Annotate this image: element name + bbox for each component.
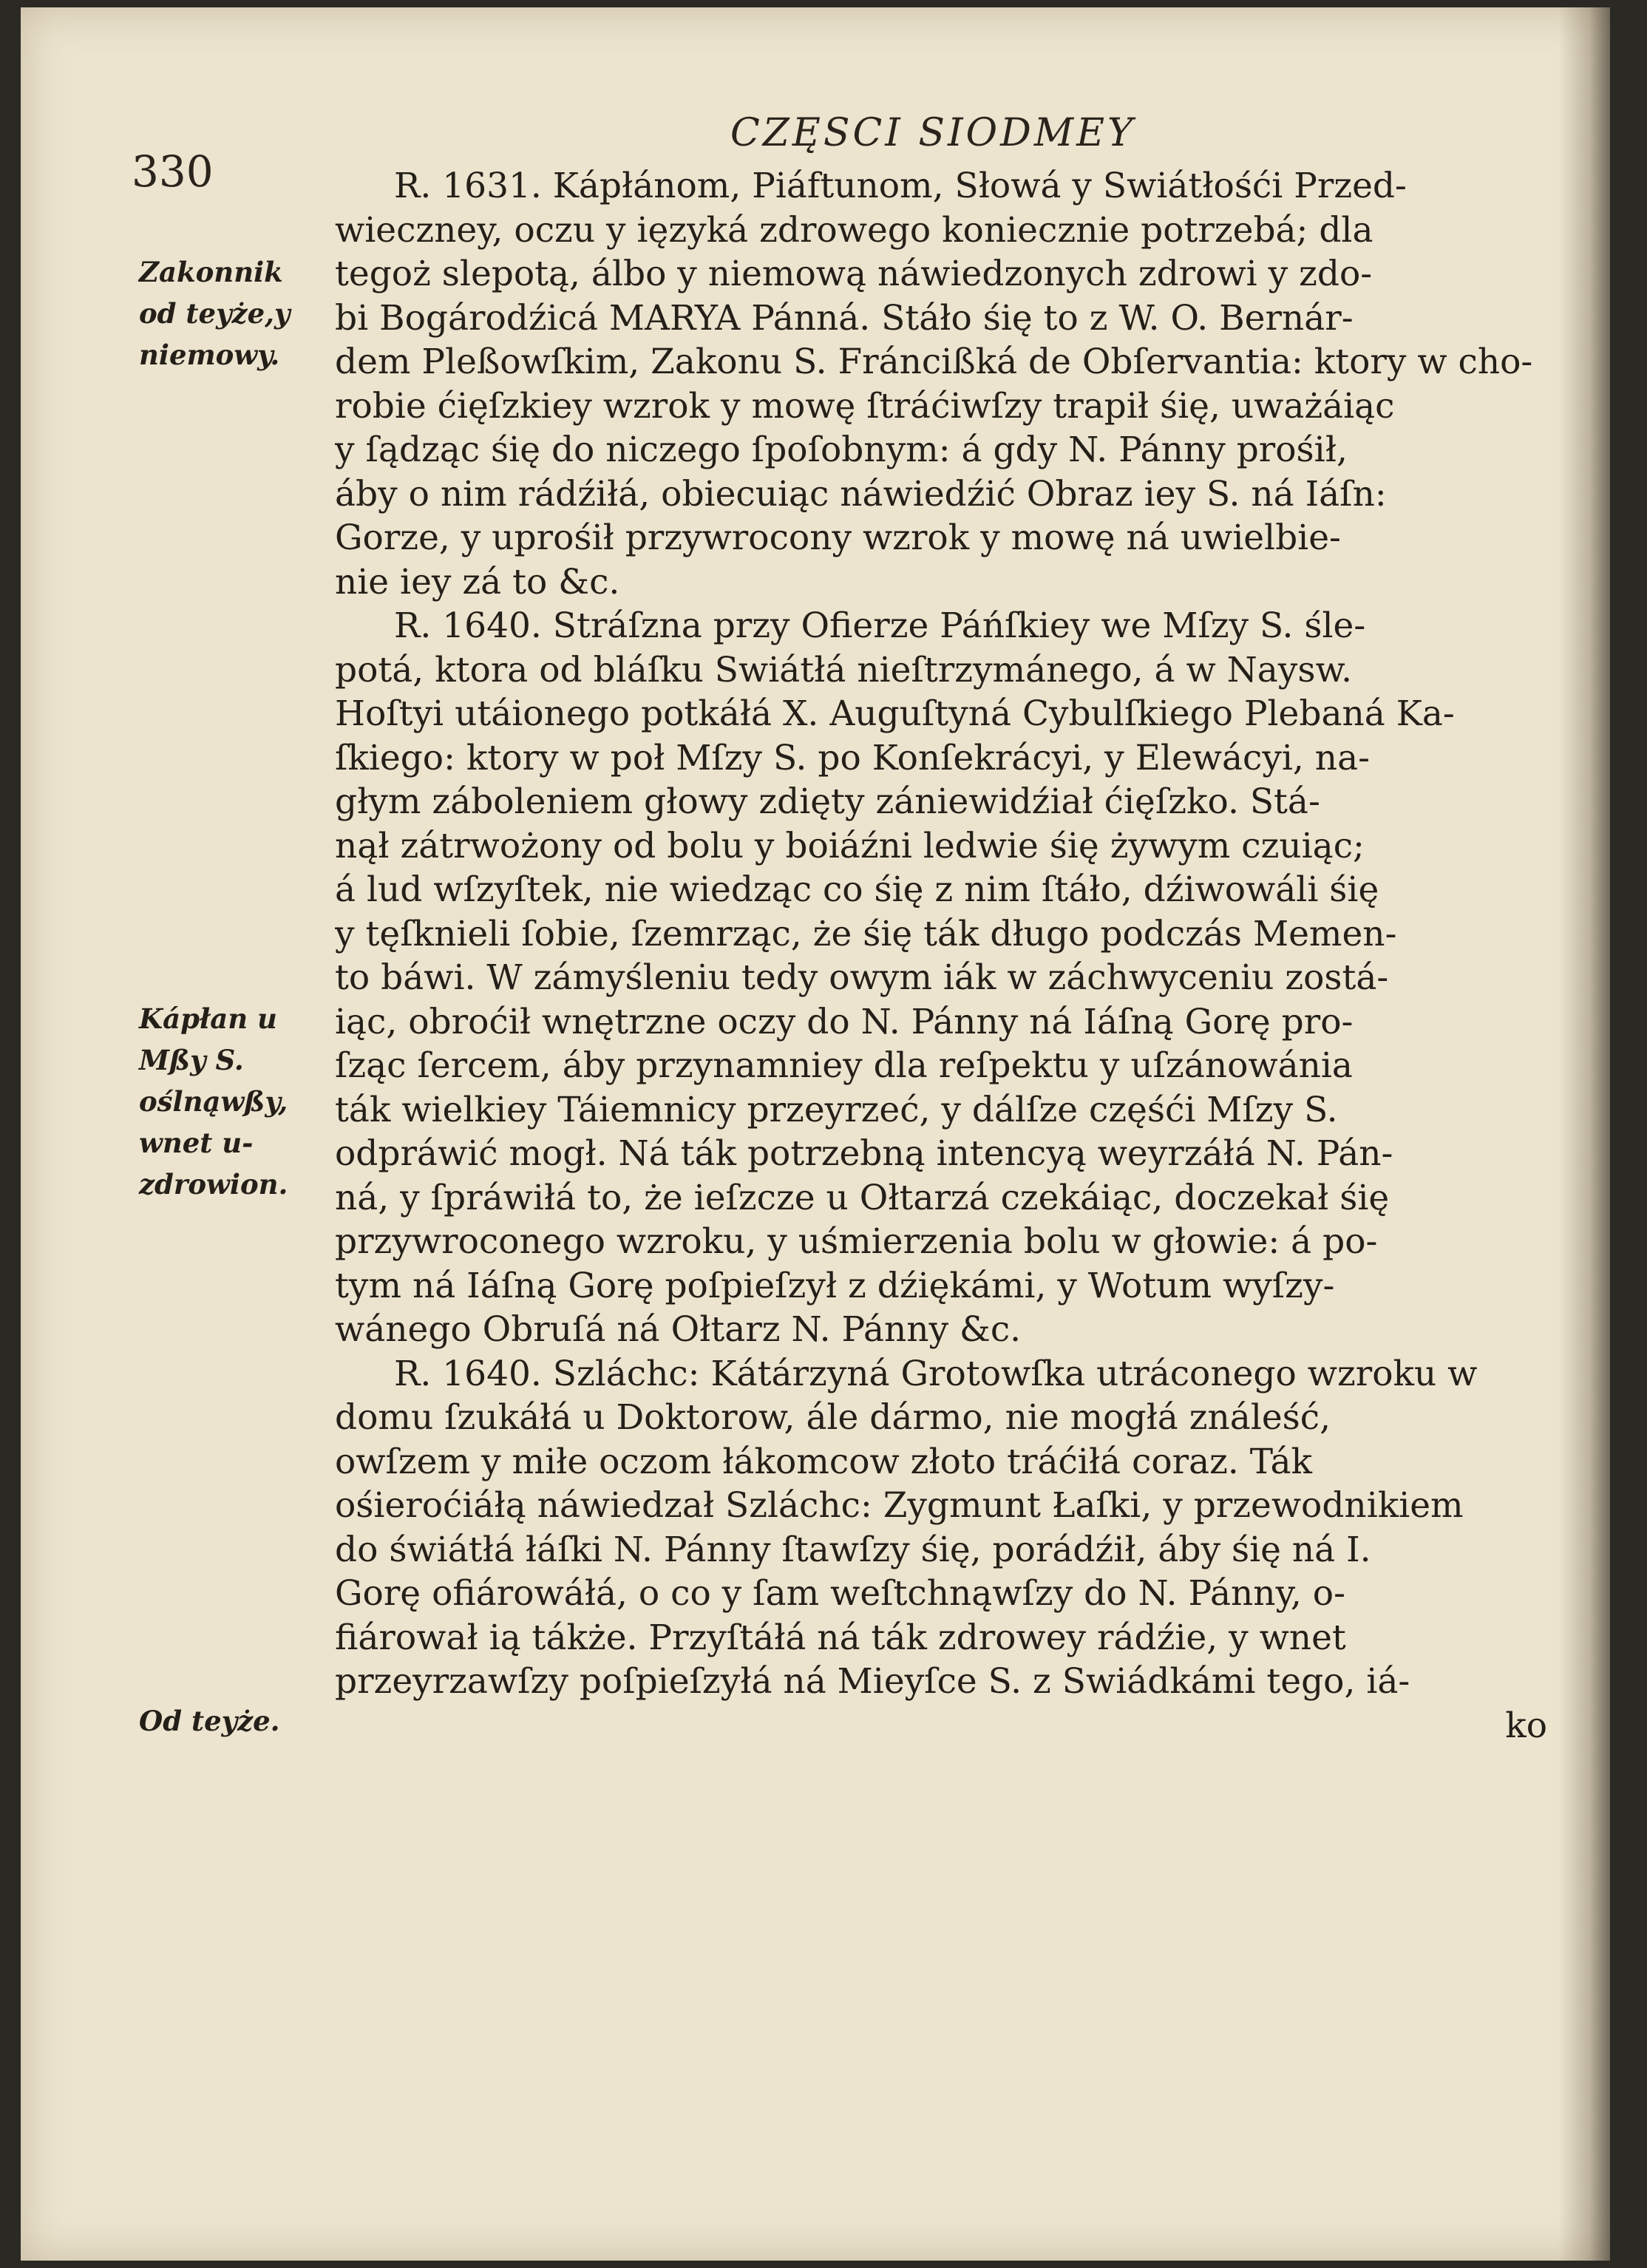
text-line: wieczney, oczu y ięzyká zdrowego koniecznie potrzebá; dla — [335, 209, 1373, 251]
margin-note-line: Kápłan u — [139, 1002, 277, 1035]
body-text — [335, 164, 1562, 1748]
margin-note-line: niemowy. — [139, 339, 280, 371]
text-line: robie ćięſzkiey wzrok y mowę ſtráćiwſzy trapił śię, uważáiąc — [335, 385, 1395, 427]
text-line: nął zátrwożony od bolu y boiáźni ledwie śię żywym czuiąc; — [335, 825, 1365, 866]
text-line: R. 1640. Stráſzna przy Ofierze Páńſkiey we Mſzy S. śle- — [394, 605, 1366, 646]
text-line: ná, y ſpráwiłá to, że ieſzcze u Ołtarzá czekáiąc, doczekał śię — [335, 1177, 1390, 1218]
text-line: bi Bogárodźicá MARYA Pánná. Stáło śię to z W. O. Bernár- — [335, 297, 1354, 339]
margin-note-line: Mßy S. — [139, 1044, 244, 1076]
margin-note-1 — [139, 251, 335, 376]
text-line: ſkiego: ktory w poł Mſzy S. po Konſekrácyi, y Elewácyi, na- — [335, 737, 1370, 778]
margin-note-line: zdrowion. — [139, 1168, 288, 1201]
text-line: R. 1631. Kápłánom, Piáftunom, Słowá y Swiátłośći Przed- — [394, 166, 1407, 206]
margin-note-line: od teyże,y — [139, 297, 291, 330]
text-line: dem Pleßowſkim, Zakonu S. Fráncißká de Obſervantia: ktory w cho- — [335, 342, 1533, 382]
text-line: tym ná Iáſną Gorę poſpieſzył z dźiękámi, y Wotum wyſzy- — [335, 1265, 1335, 1306]
text-line: owſzem y miłe oczom łákomcow złoto tráćiłá coraz. Ták — [335, 1441, 1312, 1482]
text-line: głym záboleniem głowy zdięty zániewidźiał ćięſzko. Stá- — [335, 781, 1320, 822]
text-line: przeyrzawſzy poſpieſzyłá ná Mieyſce S. z Swiádkámi tego, iá- — [335, 1661, 1410, 1702]
text-line: domu ſzukáłá u Doktorow, ále dármo, nie mogłá ználeść, — [335, 1397, 1331, 1438]
margin-note-2 — [139, 998, 335, 1205]
book-page — [21, 7, 1610, 2261]
text-line: to báwi. W zámyśleniu tedy owym iák w záchwyceniu zostá- — [335, 957, 1389, 998]
text-line: nie iey zá to &c. — [335, 561, 620, 602]
margin-note-line: Od teyże. — [139, 1705, 280, 1737]
text-line: iąc, obroćił wnętrzne oczy do N. Pánny ná Iáſną Gorę pro- — [335, 1001, 1354, 1042]
margin-note-line: Zakonnik — [139, 256, 283, 288]
margin-note-line: wnet u- — [139, 1127, 254, 1159]
text-line: y tęſknieli ſobie, ſzemrząc, że śię ták długo podczás Memen- — [335, 913, 1397, 954]
text-line: Gorze, y uprośił przywrocony wzrok y mowę ná uwielbie- — [335, 517, 1341, 558]
text-line: fiárował ią tákże. Przyſtáłá ná ták zdrowey rádźie, y wnet — [335, 1617, 1346, 1658]
catchword: ko — [1505, 1705, 1547, 1746]
page-number: 330 — [132, 146, 214, 197]
running-head: CZĘSCI SIODMEY — [730, 111, 1136, 155]
text-line: R. 1640. Szláchc: Kátárzyná Grotowſka utráconego wzroku w — [394, 1353, 1478, 1394]
margin-note-line: oślnąwßy, — [139, 1085, 288, 1118]
text-line: Gorę ofiárowáłá, o co y ſam weſtchnąwſzy do N. Pánny, o- — [335, 1573, 1345, 1614]
text-line: do świátłá łáſki N. Pánny ſtawſzy śię, porádźił, áby śię ná I. — [335, 1529, 1371, 1570]
text-line: tegoż slepotą, álbo y niemową náwiedzonych zdrowi y zdo- — [335, 254, 1373, 294]
text-line: Hoſtyi utáionego potkáłá X. Auguſtyná Cybulſkiego Plebaná Ka- — [335, 693, 1455, 734]
text-line: wánego Obruſá ná Ołtarz N. Pánny &c. — [335, 1309, 1022, 1350]
text-line: przywroconego wzroku, y uśmierzenia bolu w głowie: á po- — [335, 1221, 1378, 1262]
text-line: potá, ktora od bláſku Swiátłá nieſtrzymánego, á w Naysw. — [335, 649, 1353, 690]
text-line: ośierоćiáłą náwiedzał Szláchc: Zygmunt Łaſki, y przewodnikiem — [335, 1485, 1464, 1526]
text-line: ſząc ſercem, áby przynamniey dla reſpektu y uſzánowánia — [335, 1045, 1353, 1086]
text-line: áby o nim rádźiłá, obiecuiąc náwiedźić Obraz iey S. ná Iáſn: — [335, 473, 1387, 515]
page-gutter-shadow — [1558, 7, 1610, 2261]
text-line: á lud wſzyſtek, nie wiedząc co śię z nim ſtáło, dźiwowáli śię — [335, 869, 1379, 910]
margin-note-3 — [139, 1700, 335, 1742]
text-line: odpráwić mogł. Ná ták potrzebną intencyą weyrzáłá N. Pán- — [335, 1133, 1393, 1174]
text-line: y ſądząc śię do niczego ſpoſobnym: á gdy N. Pánny prośił, — [335, 430, 1348, 470]
text-line: ták wielkiey Táiemnicy przeyrzeć, y dálſze częśći Mſzy S. — [335, 1089, 1338, 1130]
